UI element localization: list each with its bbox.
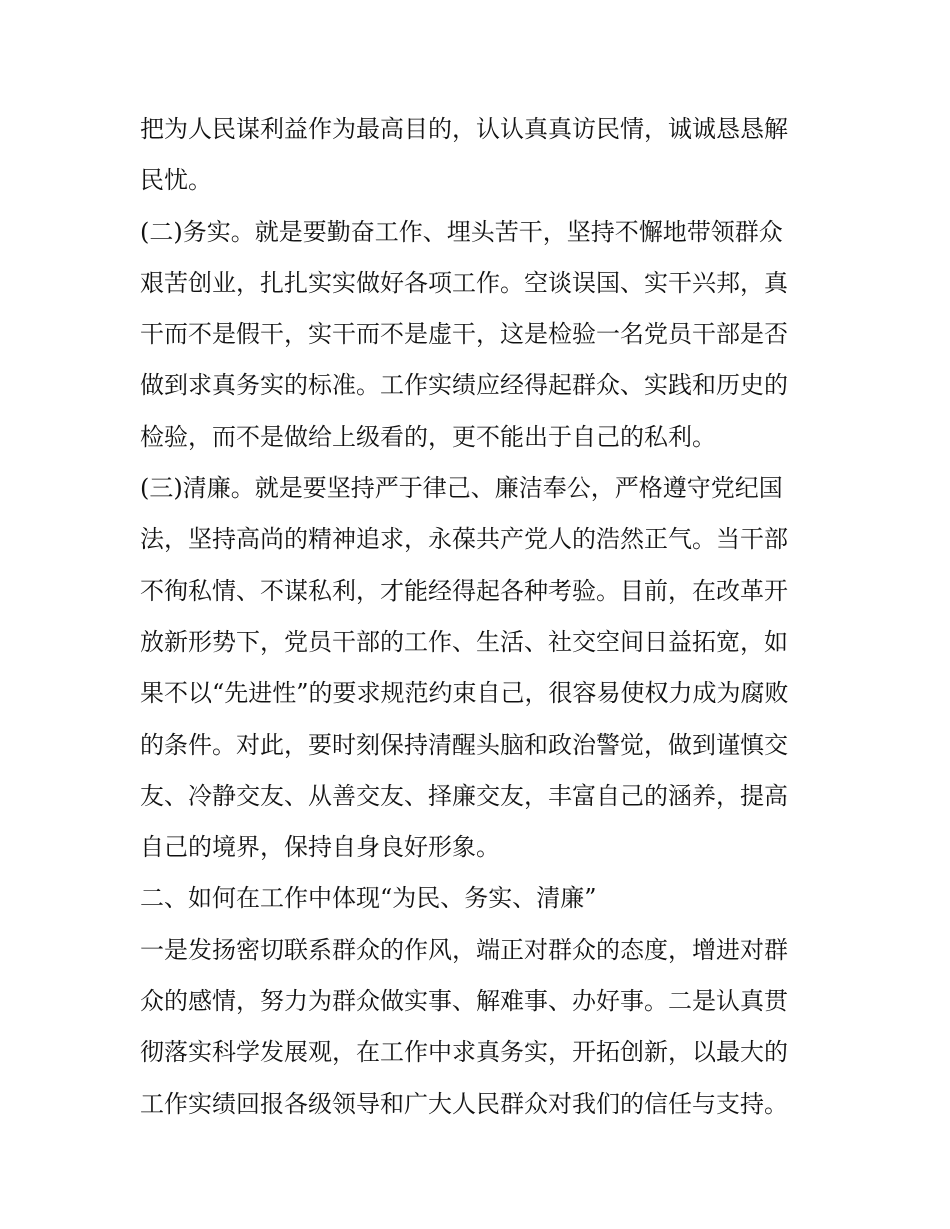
text-line: 放新形势下，党员干部的工作、生活、社交空间日益拓宽，如	[140, 627, 788, 656]
section-heading: 二、如何在工作中体现“为民、务实、清廉”	[140, 884, 597, 913]
text-line: 检验，而不是做给上级看的，更不能出于自己的私利。	[140, 422, 716, 451]
text-line: 一是发扬密切联系群众的作风，端正对群众的态度，增进对群	[140, 935, 788, 964]
text-line: (二)务实。就是要勤奋工作、埋头苦干，坚持不懈地带领群众	[140, 217, 783, 246]
text-line: 工作实绩回报各级领导和广大人民群众对我们的信任与支持。	[140, 1089, 788, 1118]
text-line: 不徇私情、不谋私利，才能经得起各种考验。目前，在改革开	[140, 576, 788, 605]
text-line: 的条件。对此，要时刻保持清醒头脑和政治警觉，做到谨慎交	[140, 730, 788, 759]
text-line: 彻落实科学发展观，在工作中求真务实，开拓创新，以最大的	[140, 1038, 788, 1067]
text-line: 法，坚持高尚的精神追求，永葆共产党人的浩然正气。当干部	[140, 525, 788, 554]
text-line: 艰苦创业，扎扎实实做好各项工作。空谈误国、实干兴邦，真	[140, 268, 788, 297]
text-line: 做到求真务实的标准。工作实绩应经得起群众、实践和历史的	[140, 371, 788, 400]
text-line: 众的感情，努力为群众做实事、解难事、办好事。二是认真贯	[140, 987, 788, 1016]
body-text	[140, 104, 820, 1130]
text-line: 民忧。	[140, 166, 212, 195]
text-line: 友、冷静交友、从善交友、择廉交友，丰富自己的涵养，提高	[140, 781, 788, 810]
text-line: 把为人民谋利益作为最高目的，认认真真访民情，诚诚恳恳解	[140, 115, 788, 143]
text-line: (三)清廉。就是要坚持严于律己、廉洁奉公，严格遵守党纪国	[140, 474, 783, 503]
text-line: 自己的境界，保持自身良好形象。	[140, 833, 500, 862]
text-line: 果不以“先进性”的要求规范约束自己，很容易使权力成为腐败	[140, 679, 789, 708]
text-line: 干而不是假干，实干而不是虚干，这是检验一名党员干部是否	[140, 320, 788, 349]
